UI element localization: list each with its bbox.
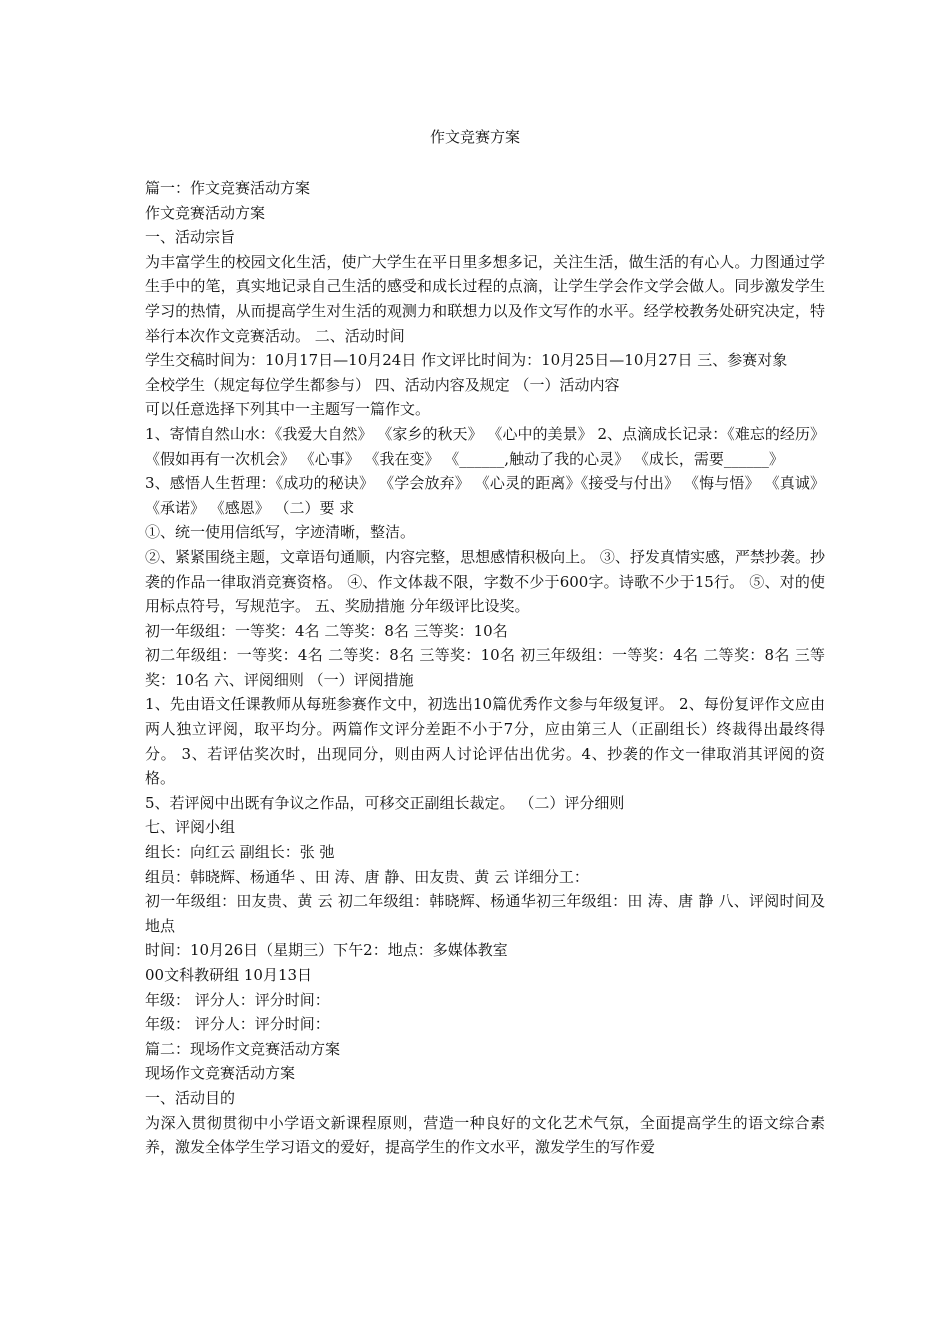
paragraph: 为深入贯彻贯彻中小学语文新课程原则，营造一种良好的文化艺术气氛，全面提高学生的语文综合素养，激发全体学生学习语文的爱好，提高学生的作文水平，激发学生的写作爱: [145, 1113, 825, 1157]
document-title: 作文竞赛方案: [429, 128, 520, 146]
section-heading: 七、评阅小组: [145, 818, 236, 837]
section-heading: 一、活动目的: [145, 1088, 236, 1107]
paragraph: 作文竞赛活动方案: [145, 203, 266, 222]
document-body: [145, 176, 825, 1160]
paragraph: ①、统一使用信纸写，字迹清晰，整洁。: [145, 523, 416, 542]
paragraph: 学生交稿时间为：10月17日—10月24日 作文评比时间为：10月25日—10月27日 三、参赛对象: [145, 351, 788, 370]
paragraph: 组员：韩晓辉、杨通华 、田 涛、唐 静、田友贵、黄 云 详细分工：: [145, 867, 589, 886]
paragraph: 组长：向红云 副组长：张 弛: [145, 843, 335, 862]
paragraph: 可以任意选择下列其中一主题写一篇作文。: [145, 400, 431, 419]
paragraph: 为丰富学生的校园文化生活，使广大学生在平日里多想多记，关注生活，做生活的有心人。力图通过学生手中的笔，真实地记录自己生活的感受和成长过程的点滴，让学生学会作文学会做人。同步激发学生学习的热情，从而提高学生对生活的观测力和联想力以及作文写作的水平。经学校教务处研究决定，特举行本次作文竞赛活动。 二、活动时间: [145, 252, 825, 345]
paragraph: 00文科教研组 10月13日: [145, 966, 313, 984]
section-heading: 一、活动宗旨: [145, 228, 236, 247]
paragraph: ②、紧紧围绕主题，文章语句通顺，内容完整，思想感情积极向上。 ③、抒发真情实感，严禁抄袭。抄袭的作品一律取消竞赛资格。 ④、作文体裁不限，字数不少于600字。诗歌不少于15行。 ⑤、对的使用标点符号，写规范字。 五、奖励措施 分年级评比设奖。: [145, 547, 825, 616]
paragraph: 初二年级组：一等奖：4名 二等奖：8名 三等奖：10名 初三年级组：一等奖：4名 二等奖：8名 三等奖：10名 六、评阅细则 （一）评阅措施: [145, 646, 825, 689]
paragraph: 年级： 评分人：评分时间：: [145, 1015, 330, 1034]
paragraph: 5、若评阅中出既有争议之作品，可移交正副组长裁定。 （二）评分细则: [145, 793, 625, 812]
paragraph: 1、先由语文任课教师从每班参赛作文中，初选出10篇优秀作文参与年级复评。 2、每份复评作文应由两人独立评阅，取平均分。两篇作文评分差距不小于7分，应由第三人（正副组长）终裁得出最终得分。 3、若评估奖次时，出现同分，则由两人讨论评估出优劣。4、抄袭的作文一律取消其评阅的资格。: [145, 695, 825, 788]
paragraph: 年级： 评分人：评分时间：: [145, 990, 330, 1009]
paragraph: 3、感悟人生哲理：《成功的秘诀》 《学会放弃》 《心灵的距离》《接受与付出》 《悔与悟》 《真诚》 《承诺》 《感恩》 （二）要 求: [145, 474, 825, 517]
paragraph: 篇一：作文竞赛活动方案: [145, 179, 311, 197]
paragraph: 初一年级组：田友贵、黄 云 初二年级组：韩晓辉、杨通华初三年级组：田 涛、唐 静 八、评阅时间及地点: [145, 892, 825, 935]
paragraph: 全校学生（规定每位学生都参与） 四、活动内容及规定 （一）活动内容: [145, 375, 620, 394]
paragraph: 现场作文竞赛活动方案: [145, 1064, 296, 1083]
paragraph: 1、寄情自然山水：《我爱大自然》 《家乡的秋天》 《心中的美景》 2、点滴成长记录：《难忘的经历》《假如再有一次机会》 《心事》 《我在变》 《______,触动了我的心灵》 《成长，需要______》: [145, 424, 825, 468]
paragraph: 时间：10月26日（星期三）下午2：地点：多媒体教室: [145, 941, 508, 960]
paragraph: 篇二：现场作文竞赛活动方案: [145, 1039, 341, 1058]
paragraph: 初一年级组：一等奖：4名 二等奖：8名 三等奖：10名: [145, 621, 508, 640]
